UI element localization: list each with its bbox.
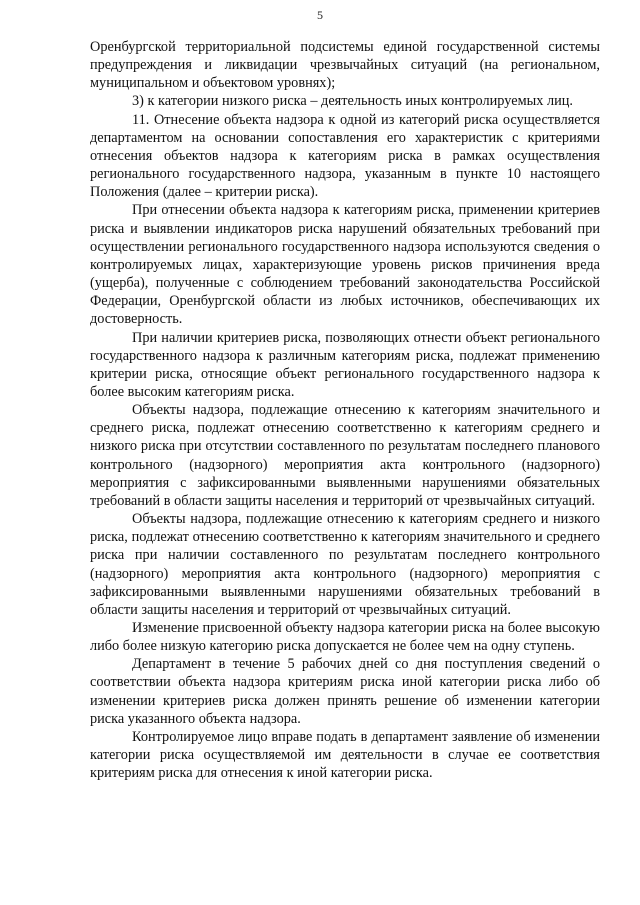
paragraph-category-raising: Объекты надзора, подлежащие отнесению к категориям среднего и низкого риска, подлежат отнесению соответственно к категориям значительного и среднего риска при наличии составленного по результатам последнего контрольного (надзорного) мероприятия акта контрольного (надзорного) мероприятия с зафиксированными выявленными нарушениями обязательных требований в области защиты населения и территорий от чрезвычайных ситуаций. [90, 511, 600, 618]
paragraph-category-lowering: Объекты надзора, подлежащие отнесению к категориям значительного и среднего риска, подлежат отнесению соответственно к категориям среднего и низкого риска при отсутствии составленного по результатам последнего планового контрольного (надзорного) мероприятия акта контрольного (надзорного) мероприятия с зафиксированными выявленными нарушениями обязательных требований в области защиты населения и территорий от чрезвычайных ситуаций. [90, 402, 600, 509]
paragraph-continuation: Оренбургской территориальной подсистемы единой государственной системы предупреждения и ликвидации чрезвычайных ситуаций (на региональном, муниципальном и объектовом уровнях); [90, 39, 600, 92]
paragraph-one-step-change: Изменение присвоенной объекту надзора категории риска на более высокую либо более низкую категорию риска допускается не более чем на одну ступень. [90, 620, 600, 655]
paragraph-higher-category-rule: При наличии критериев риска, позволяющих отнести объект регионального государственного надзора к различным категориям риска, подлежат применению критерии риска, относящие объект регионального государственного надзора к более высоким категориям риска. [90, 329, 600, 400]
paragraph-department-decision: Департамент в течение 5 рабочих дней со дня поступления сведений о соответствии объекта надзора критериям риска иной категории риска либо об изменении критериев риска должен принять решение об изменении категории риска указанного объекта надзора. [90, 656, 600, 727]
paragraph-clause-11: 11. Отнесение объекта надзора к одной из категорий риска осуществляется департаментом на основании сопоставления его характеристик с критериями отнесения объектов надзора к категориям риска в рамках осуществления регионального государственного надзора, указанным в пункте 10 настоящего Положения (далее – критерии риска). [90, 111, 600, 201]
paragraph-applicant-request: Контролируемое лицо вправе подать в департамент заявление об изменении категории риска осуществляемой им деятельности в случае ее соответствия критериям риска для отнесения к иной категории риска. [90, 728, 600, 782]
paragraph-low-risk-item: 3) к категории низкого риска – деятельность иных контролируемых лиц. [132, 93, 573, 110]
paragraph-risk-info-sources: При отнесении объекта надзора к категориям риска, применении критериев риска и выявлении индикаторов риска нарушений обязательных требований при осуществлении регионального государственного надзора используются сведения о контролируемых лицах, характеризующие уровень рисков причинения вреда (ущерба), полученные с соблюдением требований законодательства Российской Федерации, Оренбургской области из любых источников, обеспечивающих их достоверность. [90, 202, 600, 328]
page-number: 5 [317, 8, 323, 22]
document-body [90, 38, 600, 782]
